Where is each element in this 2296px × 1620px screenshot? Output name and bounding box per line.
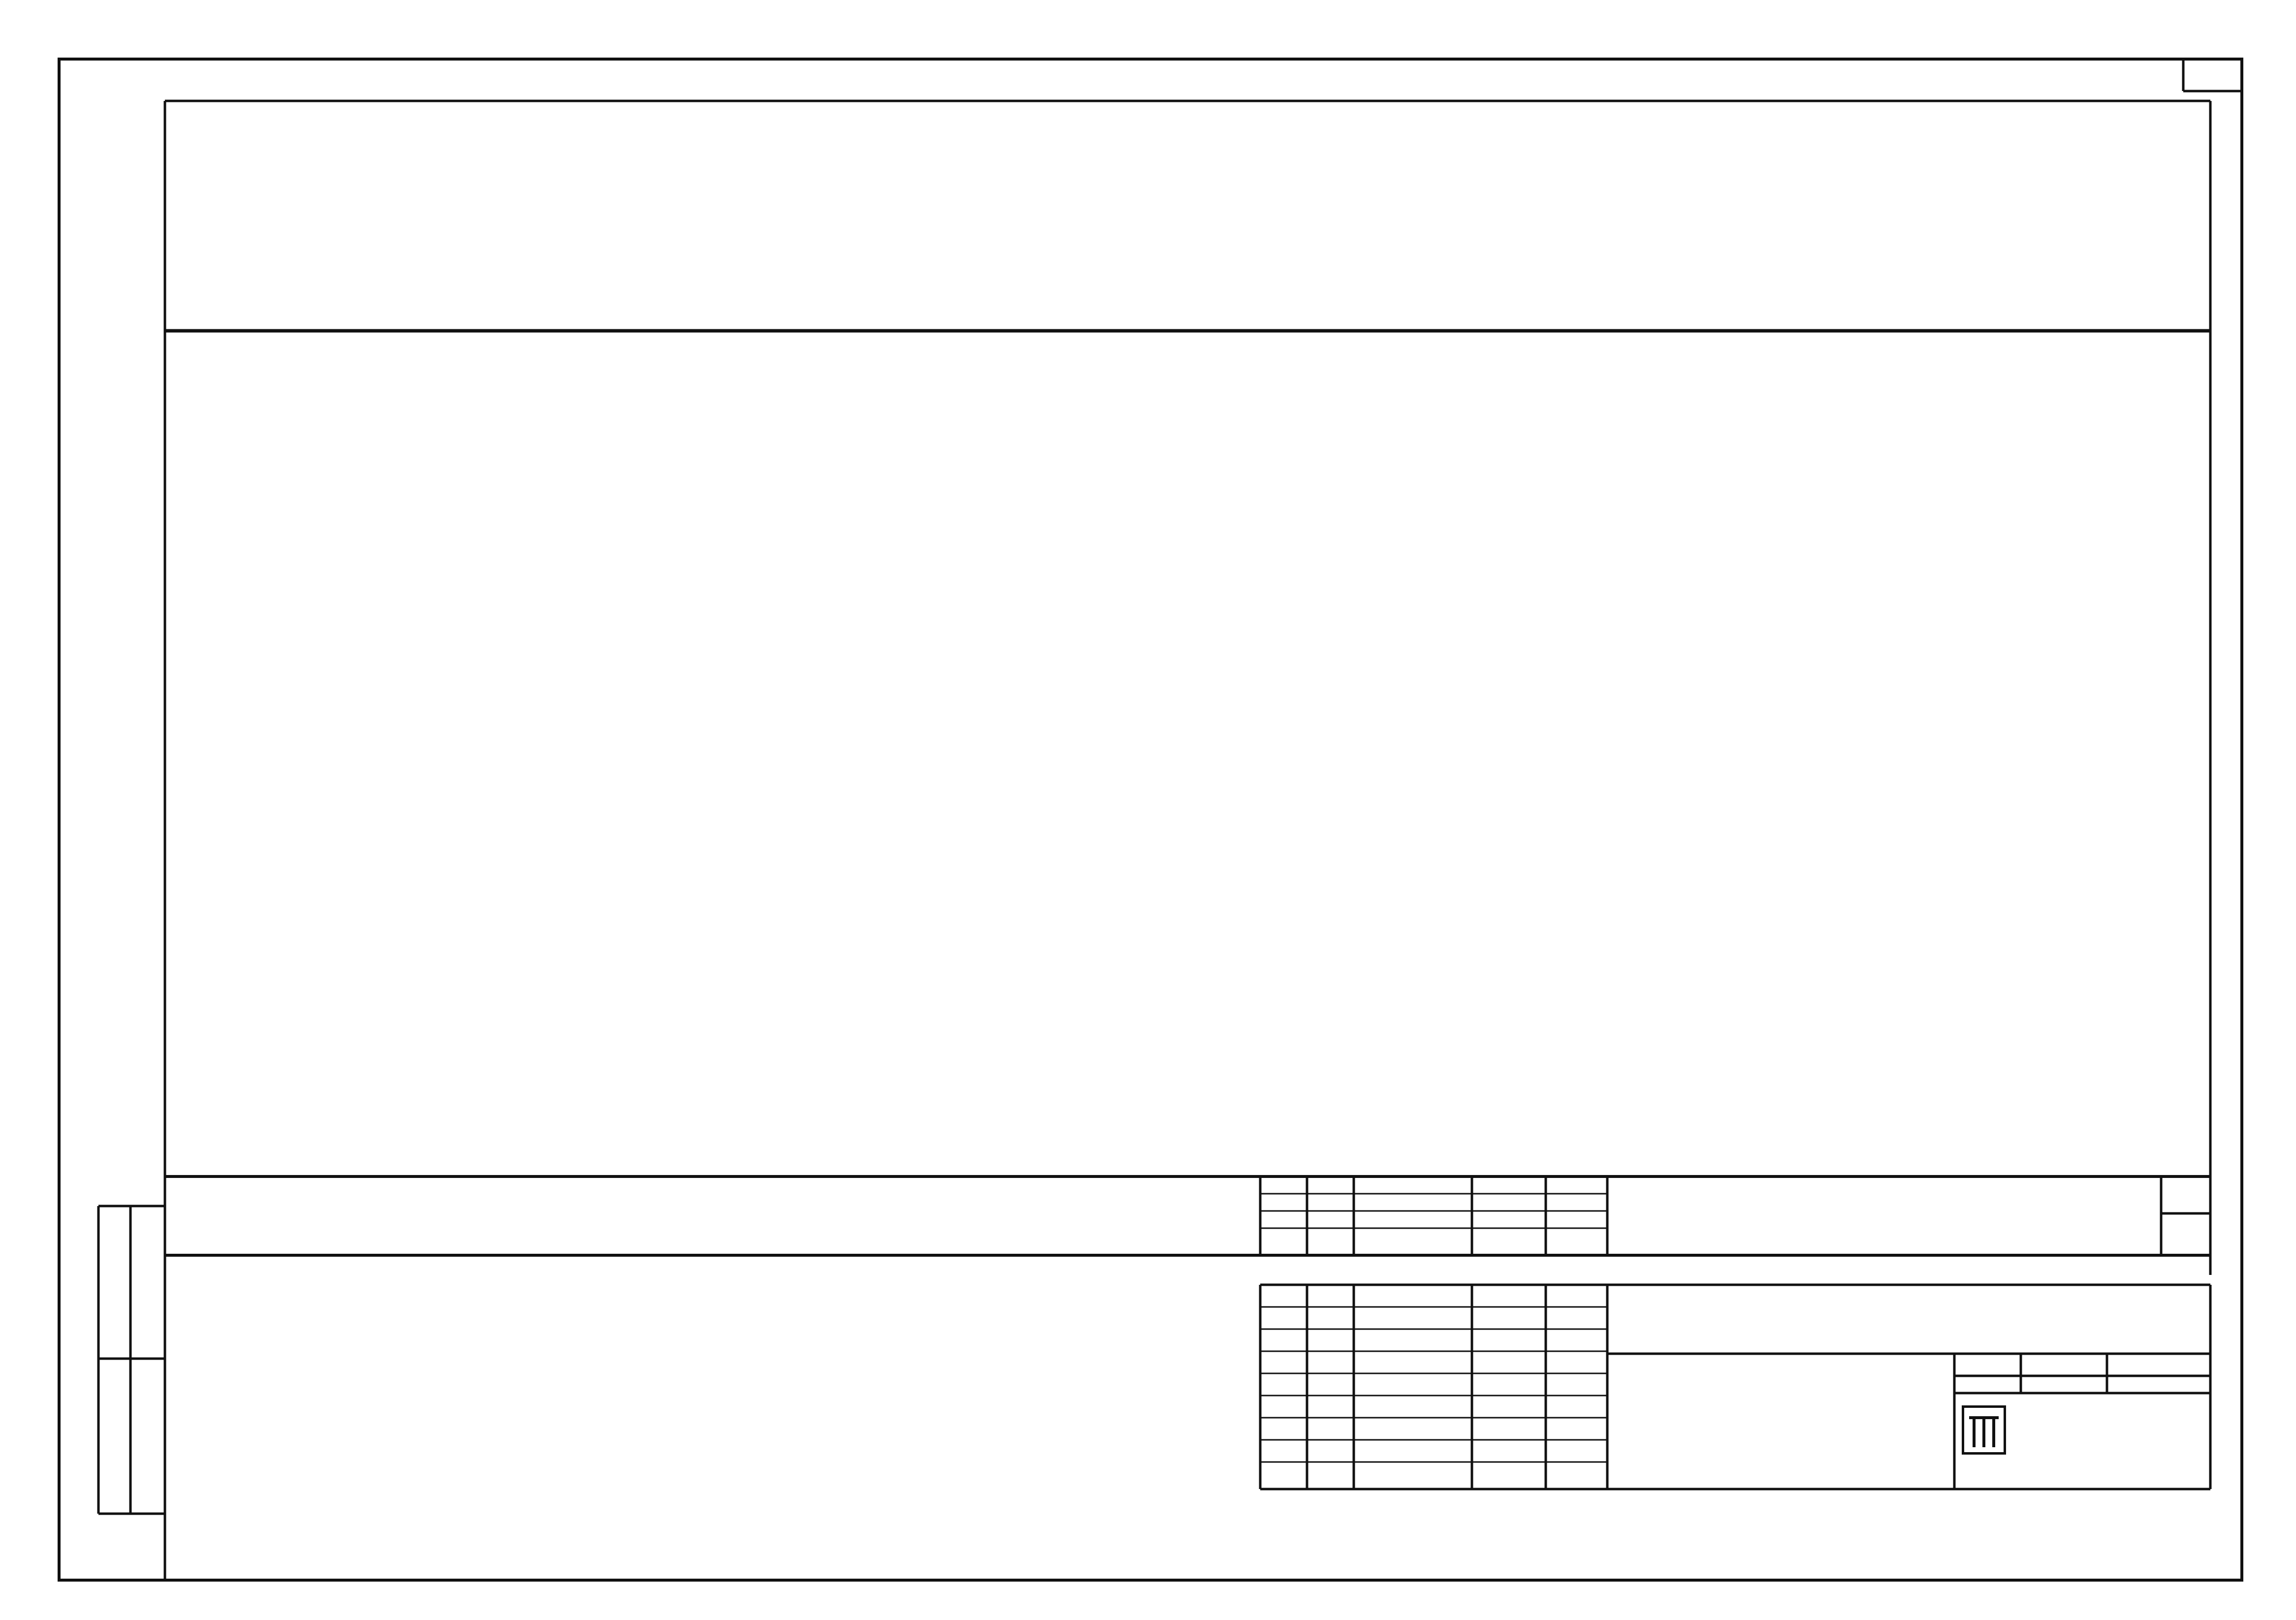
org-logo-icon: [1962, 1405, 2006, 1455]
